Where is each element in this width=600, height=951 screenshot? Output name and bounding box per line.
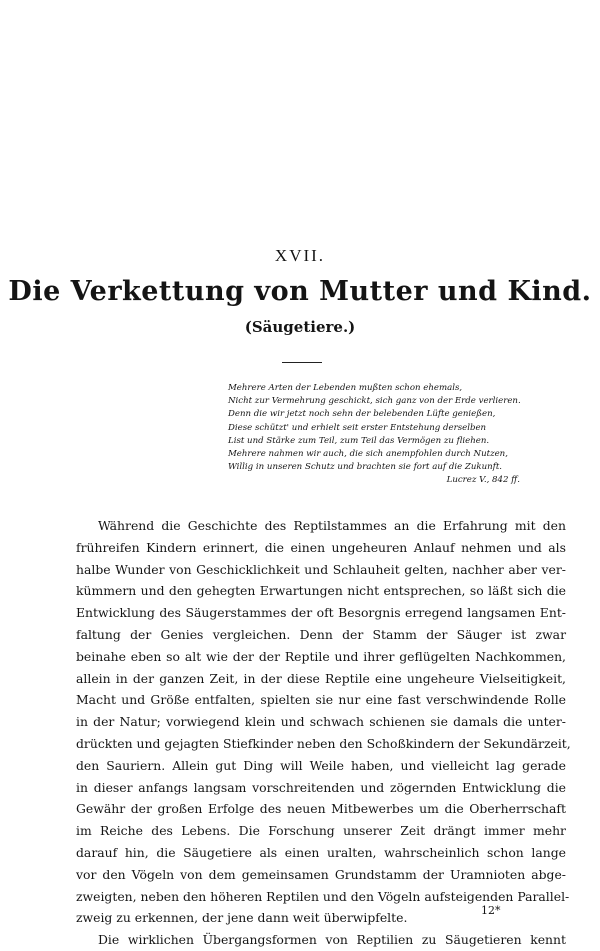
- body-line: beinahe eben so alt wie der der Reptile und ihrer geflügelten Nachkommen,: [76, 648, 566, 664]
- body-text: [76, 515, 571, 951]
- body-line: Gewähr der großen Erfolge des neuen Mitbewerbes um die Oberherrschaft: [76, 801, 566, 817]
- body-line: Macht und Größe entfalten, spielten sie nur eine fast verschwindende Rolle: [76, 692, 566, 708]
- epigraph-line: Diese schützt' und erhielt seit erster Entstehung derselben: [228, 422, 487, 433]
- body-line: halbe Wunder von Geschicklichkeit und Schlauheit gelten, nachher aber ver-: [76, 561, 566, 577]
- body-line: in dieser anfangs langsam vorschreitenden und zögernden Entwicklung die: [76, 779, 566, 795]
- epigraph-attribution: Lucrez V., 842 ff.: [446, 475, 520, 486]
- epigraph-line: Nicht zur Vermehrung geschickt, sich ganz von der Erde verlieren.: [228, 396, 521, 407]
- body-line: im Reiche des Lebens. Die Forschung unserer Zeit drängt immer mehr: [76, 823, 566, 839]
- body-line: den Sauriern. Allein gut Ding will Weile haben, und vielleicht lag gerade: [76, 757, 566, 773]
- page-number: 12*: [481, 904, 501, 917]
- section-divider: [282, 362, 322, 363]
- epigraph-line: Willig in unseren Schutz und brachten sie fort auf die Zukunft.: [228, 462, 503, 473]
- body-line: vor den Vögeln von dem gemeinsamen Grundstamm der Uramnioten abge-: [76, 866, 566, 882]
- body-line: Entwicklung des Säugerstammes der oft Besorgnis erregend langsamen Ent-: [76, 605, 566, 621]
- body-line: zweig zu erkennen, der jene dann weit überwipfelte.: [76, 910, 408, 926]
- body-line: darauf hin, die Säugetiere als einen uralten, wahrscheinlich schon lange: [76, 844, 566, 860]
- body-line: kümmern und den gehegten Erwartungen nicht entsprechen, so läßt sich die: [76, 583, 566, 599]
- epigraph-line: Denn die wir jetzt noch sehn der belebenden Lüfte genießen,: [228, 409, 496, 420]
- epigraph-line: Mehrere Arten der Lebenden mußten schon ehemals,: [228, 383, 463, 393]
- body-line: drückten und gejagten Stiefkinder neben den Schoßkindern der Sekundärzeit,: [76, 735, 571, 751]
- chapter-number: XVII.: [274, 246, 326, 265]
- body-line: in der Natur; vorwiegend klein und schwach schienen sie damals die unter-: [76, 714, 566, 730]
- epigraph-line: Mehrere nahmen wir auch, die sich anempfohlen durch Nutzen,: [228, 449, 508, 460]
- body-line: zweigten, neben den höheren Reptilen und den Vögeln aufsteigenden Parallel-: [76, 888, 570, 904]
- chapter-subtitle: (Säugetiere.): [244, 318, 356, 336]
- body-line: faltung der Genies vergleichen. Denn der Stamm der Säuger ist zwar: [76, 626, 566, 642]
- body-line: allein in der ganzen Zeit, in der diese Reptile eine ungeheure Vielseitigkeit,: [76, 670, 566, 686]
- body-line: Während die Geschichte des Reptilstammes an die Erfahrung mit den: [98, 518, 566, 533]
- chapter-title: Die Verkettung von Mutter und Kind.: [8, 276, 592, 307]
- epigraph: [228, 382, 546, 488]
- body-line: frühreifen Kindern erinnert, die einen ungeheuren Anlauf nehmen und als: [76, 539, 566, 555]
- epigraph-line: List und Stärke zum Teil, zum Teil das Vermögen zu fliehen.: [228, 435, 490, 446]
- body-line: Die wirklichen Übergangsformen von Reptilien zu Säugetieren kennt: [98, 932, 566, 948]
